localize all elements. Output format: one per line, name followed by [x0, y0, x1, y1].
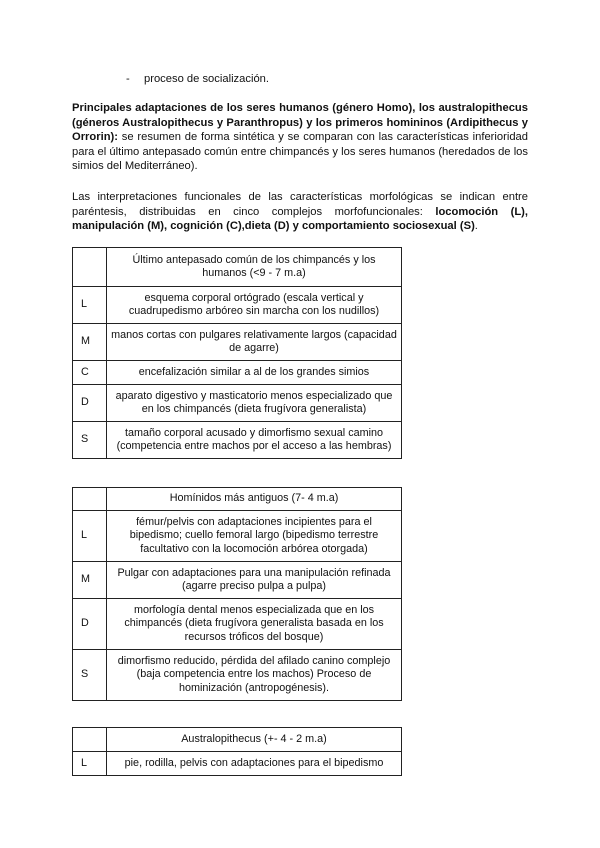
row-text: pie, rodilla, pelvis con adaptaciones para el bipedismo [107, 752, 402, 776]
paragraph-interpretations-complexes: locomoción (L), manipulación (M), cognición (C),dieta (D) y comportamiento sociosexual (S) [72, 205, 528, 233]
table-row [73, 752, 402, 776]
table-australopithecus [72, 727, 402, 776]
bullet-text: proceso de socialización. [144, 73, 269, 85]
table-header-row [73, 488, 402, 511]
table-header-cell: Australopithecus (+- 4 - 2 m.a) [107, 728, 402, 752]
paragraph-interpretations [72, 190, 528, 234]
paragraph-interpretations-text: Las interpretaciones funcionales de las características morfológicas se indican entre paréntesis, distribuidas en cinco complejos morfofuncionales: [72, 191, 528, 218]
row-code: C [73, 361, 107, 385]
paragraph-adaptations [72, 101, 528, 174]
row-text: Pulgar con adaptaciones para una manipulación refinada (agarre preciso pulpa a pulpa) [107, 562, 402, 599]
row-code: S [73, 422, 107, 459]
table-row [73, 287, 402, 324]
row-text: manos cortas con pulgares relativamente largos (capacidad de agarre) [107, 324, 402, 361]
table-row [73, 562, 402, 599]
bullet-dash: - [126, 73, 130, 85]
table-row [73, 324, 402, 361]
table-row [73, 422, 402, 459]
paragraph-interpretations-end: . [474, 220, 478, 233]
table-header-row [73, 248, 402, 287]
table-header-empty-cell [73, 488, 107, 511]
table-header-row [73, 728, 402, 752]
bullet-item [126, 73, 269, 86]
table-oldest-hominids [72, 487, 402, 701]
row-code: D [73, 599, 107, 650]
table-header-empty-cell [73, 248, 107, 287]
table-row [73, 511, 402, 562]
row-code: L [73, 752, 107, 776]
row-code: L [73, 287, 107, 324]
paragraph-adaptations-text: se resumen de forma sintética y se comparan con las características inferioridad para el último antepasado común entre chimpancés y los seres humanos (heredados de los simios del Mediterráneo). [72, 131, 528, 173]
row-text: encefalización similar a al de los grandes simios [107, 361, 402, 385]
row-text: aparato digestivo y masticatorio menos especializado que en los chimpancés (dieta frugívora generalista) [107, 385, 402, 422]
row-code: L [73, 511, 107, 562]
row-text: morfología dental menos especializada que en los chimpancés (dieta frugívora generalista basada en los recursos tróficos del bosque) [107, 599, 402, 650]
row-code: M [73, 562, 107, 599]
table-header-cell: Homínidos más antiguos (7- 4 m.a) [107, 488, 402, 511]
table-row [73, 361, 402, 385]
row-code: S [73, 650, 107, 701]
row-code: M [73, 324, 107, 361]
table-header-cell: Último antepasado común de los chimpancés y los humanos (<9 - 7 m.a) [107, 248, 402, 287]
row-text: fémur/pelvis con adaptaciones incipientes para el bipedismo; cuello femoral largo (bipedismo terrestre facultativo con la locomoción arbórea otorgada) [107, 511, 402, 562]
row-code: D [73, 385, 107, 422]
table-last-common-ancestor [72, 247, 402, 459]
table-row [73, 385, 402, 422]
paragraph-adaptations-heading: Principales adaptaciones de los seres humanos (género Homo), los australopithecus (géneros Australopithecus y Paranthropus) y los primeros homininos (Ardipithecus y Orrorin): [72, 102, 528, 144]
row-text: esquema corporal ortógrado (escala vertical y cuadrupedismo arbóreo sin marcha con los nudillos) [107, 287, 402, 324]
row-text: dimorfismo reducido, pérdida del afilado canino complejo (baja competencia entre los machos) Proceso de hominización (antropogénesis). [107, 650, 402, 701]
table-row [73, 650, 402, 701]
table-row [73, 599, 402, 650]
row-text: tamaño corporal acusado y dimorfismo sexual camino (competencia entre machos por el acceso a las hembras) [107, 422, 402, 459]
table-header-empty-cell [73, 728, 107, 752]
